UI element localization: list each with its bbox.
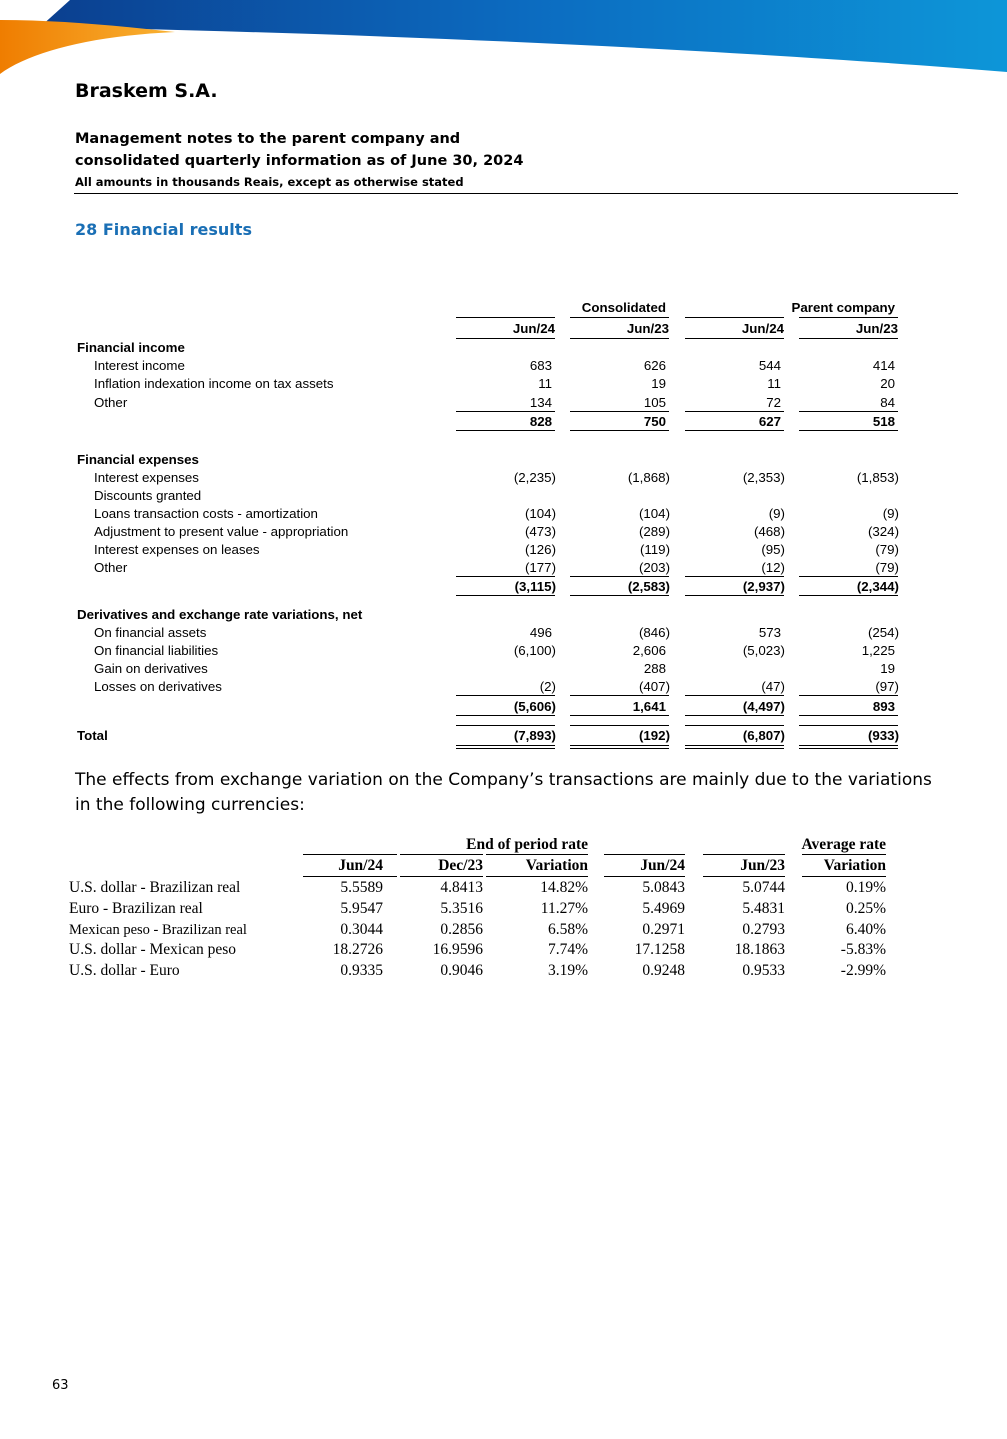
cell: -5.83% [840,941,886,958]
cell: 14.82% [540,879,588,896]
cell: 5.4969 [642,900,685,917]
table-row [0,523,1007,541]
cell: 5.9547 [340,900,383,917]
cell: (97) [875,679,899,694]
cell: (289) [638,524,670,539]
subtotal-row [0,413,1007,431]
cell: 19 [880,661,895,676]
section-row-financial-expenses [0,451,1007,469]
cell: (2,353) [742,470,785,485]
cell: (119) [639,542,670,557]
row-label: U.S. dollar - Brazilizan real [69,879,241,896]
cell: 18.2726 [332,941,383,958]
cell: -2.99% [840,962,886,979]
section-label: Financial expenses [77,452,199,467]
cell: 5.5589 [340,879,383,896]
cell: (203) [638,560,670,575]
cell: 5.0744 [742,879,785,896]
table-row [0,541,1007,559]
column-header: Jun/23 [626,321,669,336]
cell: (95) [761,542,785,557]
total-row [0,727,1007,745]
row-label: Total [77,728,108,743]
cell: (47) [761,679,785,694]
table-row [0,642,1007,660]
cell: (2,344) [856,579,899,594]
cell: (2,583) [627,579,670,594]
cell: 11 [767,376,781,391]
cell: (6,807) [742,728,785,743]
cell: (9) [768,506,785,521]
cell: (79) [875,560,899,575]
row-label: Interest expenses on leases [94,542,260,557]
cell: 0.25% [845,900,886,917]
section-title: 28 Financial results [75,220,252,239]
cell: 16.9596 [432,941,483,958]
cell: (104) [524,506,556,521]
cell: 0.9533 [742,962,785,979]
group-header-parent: Parent company [791,300,895,315]
column-header: Jun/24 [741,321,784,336]
row-label: U.S. dollar - Euro [69,962,180,979]
row-label: Inflation indexation income on tax assets [94,376,334,391]
cell: (1,853) [856,470,899,485]
section-label: Financial income [77,340,185,355]
cell: 518 [872,414,895,429]
cell: (468) [753,524,785,539]
cell: 626 [643,358,666,373]
row-label: Euro - Brazilizan real [69,900,203,917]
document-title-line2: consolidated quarterly information as of June 30, 2024 [75,153,524,169]
cell: (3,115) [514,579,556,594]
cell: 6.58% [547,921,588,938]
row-label: Other [94,560,128,575]
cell: 7.74% [547,941,588,958]
cell: 828 [529,414,552,429]
subtotal-row [0,698,1007,716]
cell: (473) [524,524,556,539]
row-label: Losses on derivatives [94,679,222,694]
column-header: Jun/23 [740,857,785,874]
document-title-line1: Management notes to the parent company and [75,131,461,147]
cell: (407) [638,679,670,694]
table-row [0,920,1007,940]
cell: (177) [524,560,556,575]
cell: (846) [638,625,670,640]
group-header-end-of-period: End of period rate [466,836,588,853]
table-row [0,899,1007,919]
cell: 18.1863 [734,941,785,958]
cell: 0.3044 [340,921,383,938]
company-name: Braskem S.A. [75,80,218,102]
cell: 0.19% [845,879,886,896]
cell: 573 [758,625,781,640]
exchange-variation-paragraph: The effects from exchange variation on the Company’s transactions are mainly due to the variations in the following currencies: [75,770,932,815]
cell: 414 [872,358,895,373]
table-row [0,678,1007,696]
cell: 5.3516 [440,900,483,917]
page-number: 63 [52,1378,69,1393]
cell: 0.2971 [642,921,685,938]
cell: (9) [882,506,899,521]
section-row-derivatives [0,606,1007,624]
row-label: U.S. dollar - Mexican peso [69,941,237,958]
cell: (79) [875,542,899,557]
row-label: Interest expenses [94,470,199,485]
row-label: On financial assets [94,625,207,640]
row-label: Discounts granted [94,488,202,503]
cell: 84 [880,395,895,410]
cell: (324) [867,524,899,539]
column-header: Jun/24 [338,857,383,874]
cell: 4.8413 [440,879,483,896]
cell: (126) [524,542,556,557]
table-row [0,961,1007,981]
cell: 1,225 [861,643,895,658]
cell: 544 [758,358,781,373]
cell: (2) [539,679,556,694]
section-label: Derivatives and exchange rate variations, net [77,607,363,622]
table-row [0,940,1007,960]
cell: (2,235) [513,470,556,485]
cell: 0.9046 [440,962,483,979]
cell: 0.2793 [742,921,785,938]
table-row [0,505,1007,523]
table-row [0,394,1007,412]
document-subtitle: All amounts in thousands Reais, except as otherwise stated [75,175,464,189]
column-header: Jun/24 [512,321,555,336]
cell: 19 [651,376,666,391]
cell: 5.0843 [642,879,685,896]
cell: (1,868) [627,470,670,485]
cell: 2,606 [632,643,666,658]
column-header: Jun/24 [640,857,685,874]
row-label: Mexican peso - Brazilizan real [69,922,247,938]
cell: 750 [643,414,666,429]
cell: (5,023) [742,643,785,658]
table-row [0,469,1007,487]
column-header: Variation [525,857,588,874]
cell: 72 [766,395,781,410]
row-label: Interest income [94,358,185,373]
cell: (933) [867,728,899,743]
column-header: Dec/23 [438,857,483,874]
column-header: Variation [823,857,886,874]
cell: (254) [867,625,899,640]
row-label: Other [94,395,128,410]
table-row [0,375,1007,393]
cell: 496 [529,625,552,640]
cell: 11.27% [540,900,588,917]
cell: (6,100) [513,643,556,658]
cell: (104) [638,506,670,521]
table-row [0,624,1007,642]
row-label: Gain on derivatives [94,661,208,676]
table-row [0,357,1007,375]
section-row-financial-income [0,339,1007,357]
cell: 627 [758,414,781,429]
cell: 6.40% [845,921,886,938]
cell: (192) [638,728,670,743]
cell: 683 [529,358,552,373]
cell: (5,606) [513,699,556,714]
cell: (12) [761,560,785,575]
cell: 0.2856 [440,921,483,938]
row-label: Loans transaction costs - amortization [94,506,318,521]
subtotal-row [0,578,1007,596]
cell: 1,641 [632,699,666,714]
cell: 105 [643,395,666,410]
row-label: On financial liabilities [94,643,219,658]
group-header-consolidated: Consolidated [581,300,666,315]
cell: 11 [538,376,552,391]
cell: (2,937) [742,579,785,594]
cell: 0.9335 [340,962,383,979]
table-row [0,878,1007,898]
cell: (7,893) [513,728,556,743]
table-row [0,487,1007,505]
table-row [0,559,1007,577]
cell: 20 [880,376,895,391]
cell: 893 [872,699,895,714]
cell: 17.1258 [634,941,685,958]
cell: 134 [529,395,552,410]
cell: 0.9248 [642,962,685,979]
cell: (4,497) [742,699,785,714]
group-header-average-rate: Average rate [801,836,886,853]
cell: 288 [643,661,666,676]
cell: 3.19% [547,962,588,979]
cell: 5.4831 [742,900,785,917]
column-header: Jun/23 [855,321,898,336]
table-row [0,660,1007,678]
row-label: Adjustment to present value - appropriation [94,524,349,539]
